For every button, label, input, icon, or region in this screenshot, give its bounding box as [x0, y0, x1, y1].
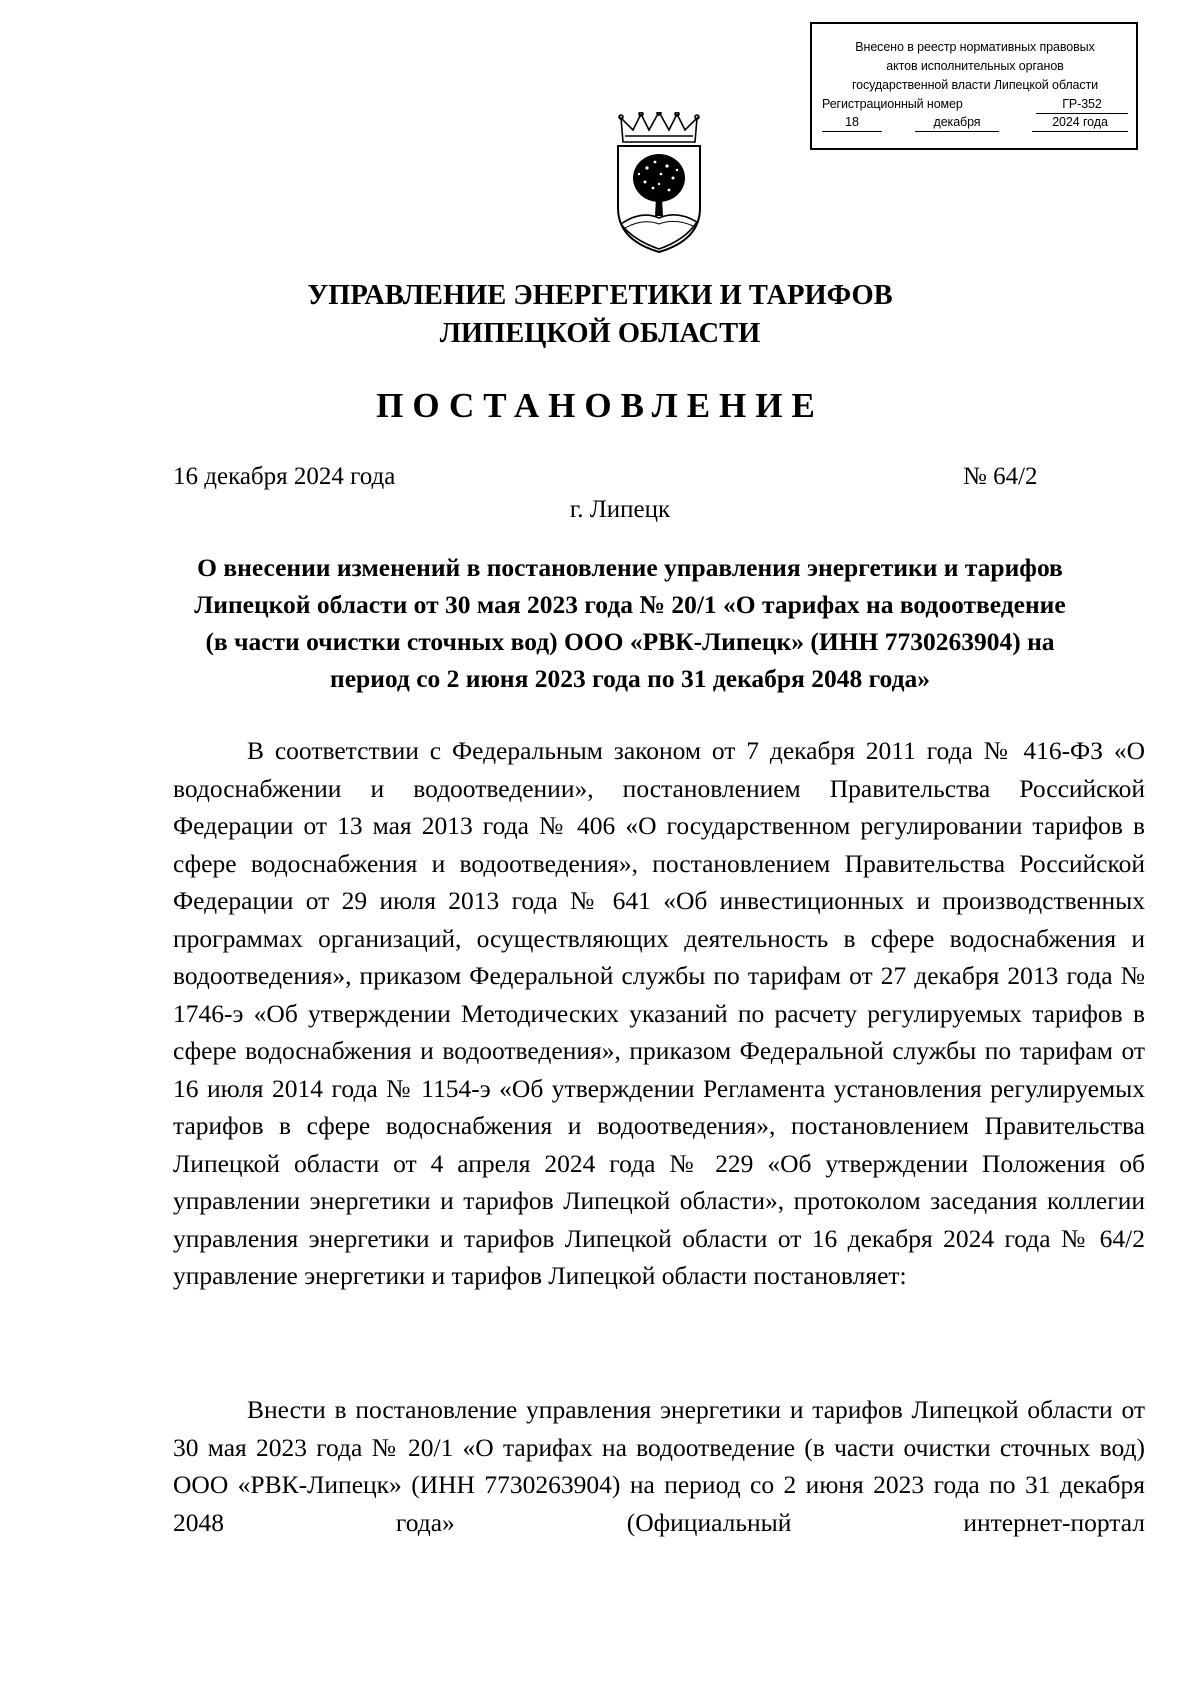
stamp-month: декабря — [915, 114, 999, 132]
lipetsk-coat-of-arms-icon — [615, 112, 703, 254]
stamp-date-row — [822, 114, 1128, 132]
stamp-reg-label: Регистрационный номер — [822, 97, 963, 111]
body-paragraph-1: В соответствии с Федеральным законом от 7 декабря 2011 года № 416-ФЗ «О водоснабжении и водоотведении», постановлением Правительства Российской Федерации от 13 мая 2013 года № 406 «О государственном регулировании тарифов в сфере водоснабжения и водоотведения», постановлением Правительства Российской Федерации от 29 июля 2013 года № 641 «Об инвестиционных и производственных программах организаций, осуществляющих деятельность в сфере водоснабжения и водоотведения», приказом Федеральной службы по тарифам от 27 декабря 2013 года № 1746-э «Об утверждении Методических указаний по расчету регулируемых тарифов в сфере водоснабжения и водоотведения», приказом Федеральной службы по тарифам от 16 июля 2014 года № 1154-э «Об утверждении Регламента установления регулируемых тарифов в сфере водоснабжения и водоотведения», постановлением Правительства Липецкой области от 4 апреля 2024 года № 229 «Об утверждении Положения об управлении энергетики и тарифов Липецкой области», протоколом заседания коллегии управления энергетики и тарифов Липецкой области от 16 декабря 2024 года № 64/2 управление энергетики и тарифов Липецкой области постановляет: — [173, 736, 1145, 1290]
organization-line-1: УПРАВЛЕНИЕ ЭНЕРГЕТИКИ И ТАРИФОВ — [307, 280, 893, 311]
stamp-line-1: Внесено в реестр нормативных правовых — [855, 40, 1095, 54]
organization-name — [0, 277, 1200, 353]
stamp-reg-row — [822, 95, 1128, 114]
stamp-year: 2024 года — [1032, 114, 1128, 132]
document-city: г. Липецк — [569, 496, 671, 523]
document-number: № 64/2 — [963, 463, 1038, 490]
document-subject: О внесении изменений в постановление управления энергетики и тарифов Липецкой области от 30 мая 2023 года № 20/1 «О тарифах на водоотведение (в части очистки сточных вод) ООО «РВК-Липецк» (ИНН 7730263904) на период со 2 июня 2023 года по 31 декабря 2048 года» — [194, 553, 1066, 693]
registry-stamp — [810, 22, 1138, 150]
stamp-day: 18 — [822, 114, 882, 132]
organization-line-2: ЛИПЕЦКОЙ ОБЛАСТИ — [439, 318, 761, 349]
stamp-reg-number: ГР-352 — [1036, 96, 1128, 114]
stamp-line-3: государственной власти Липецкой области — [851, 78, 1099, 92]
document-type: ПОСТАНОВЛЕНИЕ — [376, 386, 824, 425]
document-date: 16 декабря 2024 года — [173, 463, 396, 490]
body-paragraph-2: Внести в постановление управления энергетики и тарифов Липецкой области от 30 мая 2023 года № 20/1 «О тарифах на водоотведение (в части очистки сточных вод) ООО «РВК-Липецк» (ИНН 7730263904) на период со 2 июня 2023 года по 31 декабря 2048 года» (Официальный интернет-портал — [173, 1395, 1145, 1537]
stamp-line-2: актов исполнительных органов — [886, 59, 1064, 73]
